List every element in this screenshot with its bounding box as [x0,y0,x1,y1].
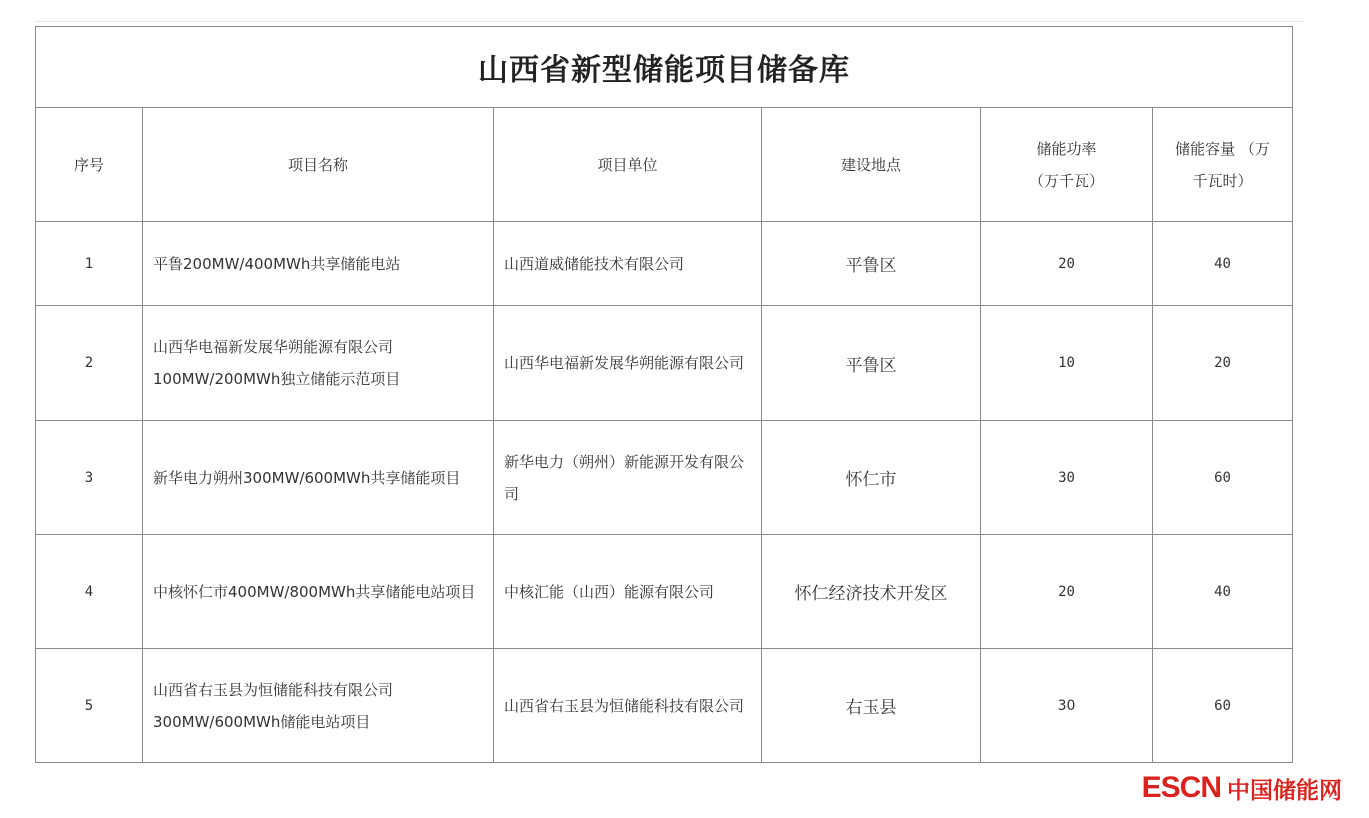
header-capacity [1153,108,1293,222]
header-power-line2: （万千瓦） [1028,171,1104,190]
row-project-unit: 新华电力（朔州）新能源开发有限公司 [494,421,762,535]
storage-project-table [35,26,1293,763]
row-project-name: 山西华电福新发展华朔能源有限公司100MW/200MWh独立储能示范项目 [143,306,494,421]
row-location: 右玉县 [762,649,981,763]
header-row [36,108,1293,222]
table-row [36,421,1293,535]
row-project-name: 新华电力朔州300MW/600MWh共享储能项目 [143,421,494,535]
row-project-name: 山西省右玉县为恒储能科技有限公司300MW/600MWh储能电站项目 [143,649,494,763]
row-project-unit: 山西华电福新发展华朔能源有限公司 [494,306,762,421]
escn-watermark-logo [1142,768,1342,808]
table-row [36,222,1293,306]
row-capacity: 40 [1153,222,1293,306]
table-title: 山西省新型储能项目储备库 [36,27,1293,108]
row-seq: 1 [36,222,143,306]
table-row [36,535,1293,649]
row-power: 10 [981,306,1153,421]
header-seq: 序号 [36,108,143,222]
header-name: 项目名称 [143,108,494,222]
row-project-unit: 中核汇能（山西）能源有限公司 [494,535,762,649]
watermark-cjk: 中国储能网 [1227,777,1342,804]
header-capacity-line1: 储能容量 （万 [1175,139,1270,158]
row-capacity: 60 [1153,649,1293,763]
row-project-unit: 山西道威储能技术有限公司 [494,222,762,306]
header-capacity-line2: 千瓦时） [1192,171,1253,190]
row-power: 30 [981,649,1153,763]
row-project-unit: 山西省右玉县为恒储能科技有限公司 [494,649,762,763]
row-project-name: 平鲁200MW/400MWh共享储能电站 [143,222,494,306]
row-power: 30 [981,421,1153,535]
row-location: 平鲁区 [762,222,981,306]
row-location: 怀仁市 [762,421,981,535]
top-rule [34,21,1304,22]
header-location: 建设地点 [762,108,981,222]
table-row [36,649,1293,763]
row-location: 平鲁区 [762,306,981,421]
watermark-latin: ESCN [1141,771,1221,804]
row-power: 20 [981,222,1153,306]
row-seq: 2 [36,306,143,421]
row-capacity: 40 [1153,535,1293,649]
header-power-line1: 储能功率 [1036,139,1097,158]
row-seq: 3 [36,421,143,535]
row-capacity: 60 [1153,421,1293,535]
row-power: 20 [981,535,1153,649]
row-project-name: 中核怀仁市400MW/800MWh共享储能电站项目 [143,535,494,649]
row-seq: 5 [36,649,143,763]
row-location: 怀仁经济技术开发区 [762,535,981,649]
header-unit: 项目单位 [494,108,762,222]
table-row [36,306,1293,421]
row-seq: 4 [36,535,143,649]
row-capacity: 20 [1153,306,1293,421]
header-power [981,108,1153,222]
